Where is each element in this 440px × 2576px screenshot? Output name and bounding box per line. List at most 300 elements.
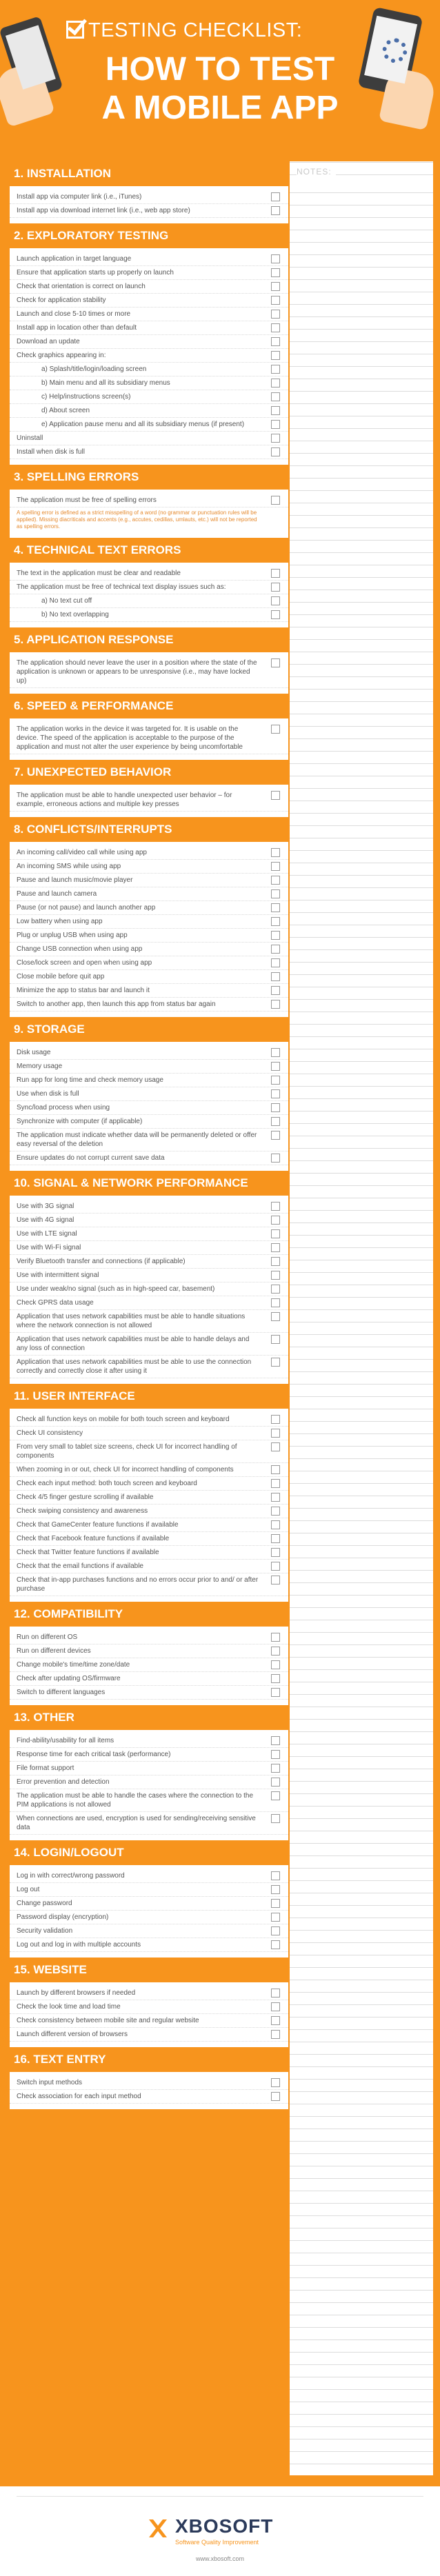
checklist-section	[8, 1171, 290, 1384]
checklist-item-text: Install app in location other than default	[17, 324, 137, 332]
checklist-item	[10, 1491, 288, 1505]
checkbox[interactable]	[271, 1736, 280, 1745]
checklist-item	[10, 594, 288, 608]
checklist-item	[10, 846, 288, 860]
checklist-item	[10, 567, 288, 581]
checklist-section	[8, 1705, 290, 1840]
checklist-item	[10, 984, 288, 998]
section-title: 11. USER INTERFACE	[8, 1384, 290, 1409]
checklist-item-text: Check GPRS data usage	[17, 1299, 94, 1307]
checklist-section	[8, 161, 290, 223]
header-subtitle: TESTING CHECKLIST:	[88, 19, 303, 41]
section-body	[8, 248, 290, 465]
checklist-item-text: b) No text overlapping	[41, 611, 109, 618]
checkbox[interactable]	[271, 2078, 280, 2087]
checklist-item	[10, 2000, 288, 2014]
section-title: 15. WEBSITE	[8, 1958, 290, 1982]
checkbox[interactable]	[271, 596, 280, 605]
section-note: A spelling error is defined as a strict misspelling of a word (no grammar or punctuation rules will be applied). Missing diacriticals and accents (e.g., accutes, cedillas, umlauts, etc.) will not be reported as spelling errors.	[17, 510, 257, 530]
checklist-item	[10, 1310, 288, 1333]
checklist-item-text: Application that uses network capabilities must be able to handle delays and any loss of connection	[17, 1336, 250, 1352]
checkbox[interactable]	[271, 583, 280, 592]
checkbox[interactable]	[271, 1576, 280, 1584]
checkbox[interactable]	[271, 496, 280, 505]
section-title: 12. COMPATIBILITY	[8, 1602, 290, 1627]
checklist-item-text: Check that the email functions if available	[17, 1562, 143, 1570]
checkbox[interactable]	[271, 1750, 280, 1759]
checkbox[interactable]	[271, 1778, 280, 1787]
checklist-item	[10, 1938, 288, 1952]
checklist-item	[10, 1546, 288, 1560]
checklist-item-text: Switch to different languages	[17, 1689, 106, 1696]
checklist-item	[10, 363, 288, 376]
checklist-item	[10, 860, 288, 874]
checklist-item-text: Close/lock screen and open when using app	[17, 959, 152, 967]
checklist-item	[10, 1560, 288, 1573]
header-title-line-1: HOW TO TEST	[105, 51, 335, 88]
section-title: 7. UNEXPECTED BEHAVIOR	[8, 760, 290, 785]
checklist-section	[8, 694, 290, 760]
footer-url[interactable]: www.xbosoft.com	[195, 2555, 245, 2562]
checklist-item	[10, 432, 288, 445]
section-body	[8, 652, 290, 694]
checkbox[interactable]	[271, 569, 280, 578]
checkbox[interactable]	[271, 1479, 280, 1488]
checkbox[interactable]	[271, 310, 280, 319]
checklist-item-text: Ensure that application starts up properly on launch	[17, 269, 174, 276]
checkbox[interactable]	[271, 1899, 280, 1908]
checkbox[interactable]	[271, 2092, 280, 2101]
checkbox[interactable]	[271, 420, 280, 429]
checklist-item	[10, 418, 288, 432]
checklist-item	[10, 376, 288, 390]
checklist-item-text: From very small to tablet size screens, check UI for incorrect handling of components	[17, 1443, 237, 1460]
checkbox[interactable]	[271, 889, 280, 898]
checklist-item-text: Check for application stability	[17, 296, 106, 304]
checklist-item	[10, 1241, 288, 1255]
checkbox[interactable]	[271, 1358, 280, 1367]
checklist-item-text: Check UI consistency	[17, 1429, 83, 1437]
checkbox[interactable]	[271, 351, 280, 360]
checklist-item	[10, 1046, 288, 1060]
checklist-item-text: Check association for each input method	[17, 2093, 141, 2100]
checklist-item	[10, 1296, 288, 1310]
checklist-item	[10, 915, 288, 929]
checklist-item-text: Ensure updates do not corrupt current save data	[17, 1154, 165, 1162]
checklist-item-text: Sync/load process when using	[17, 1104, 110, 1111]
checklist-item	[10, 887, 288, 901]
checklist-item-text: The text in the application must be clear and readable	[17, 570, 181, 577]
checklist-item-text: An incoming SMS while using app	[17, 863, 121, 870]
checkbox[interactable]	[271, 917, 280, 926]
checkbox[interactable]	[271, 1216, 280, 1225]
checkbox[interactable]	[271, 1548, 280, 1557]
checklist-item-text: Switch input methods	[17, 2079, 83, 2086]
checklist-item	[10, 1789, 288, 1812]
checklist-item	[10, 294, 288, 308]
checklist-item-text: Log in with correct/wrong password	[17, 1872, 125, 1880]
checkbox[interactable]	[271, 1507, 280, 1516]
checkbox[interactable]	[271, 323, 280, 332]
checklist-section	[8, 627, 290, 694]
checkbox[interactable]	[271, 296, 280, 305]
section-body	[8, 1982, 290, 2047]
checkbox[interactable]	[271, 1298, 280, 1307]
checkbox[interactable]	[271, 791, 280, 800]
checkbox[interactable]	[271, 1493, 280, 1502]
checkbox[interactable]	[271, 1154, 280, 1163]
checkbox[interactable]	[271, 931, 280, 940]
checkbox[interactable]	[271, 254, 280, 263]
checklist-item	[10, 608, 288, 622]
checklist-item-text: a) No text cut off	[41, 597, 92, 605]
checkbox[interactable]	[271, 1814, 280, 1823]
checkbox[interactable]	[271, 1285, 280, 1294]
checkbox[interactable]	[271, 1674, 280, 1683]
checklist-item	[10, 1986, 288, 2000]
checklist-item-text: Install app via download internet link (i.e., web app store)	[17, 207, 190, 214]
checklist-item-text: Check 4/5 finger gesture scrolling if available	[17, 1493, 154, 1501]
checklist-item-text: Memory usage	[17, 1063, 63, 1070]
checklist-item-text: File format support	[17, 1764, 74, 1772]
checklist-item	[10, 308, 288, 321]
xbosoft-logo-icon	[146, 2517, 170, 2540]
checkmark-box-icon	[66, 21, 84, 39]
checklist-item	[10, 1129, 288, 1151]
section-title: 8. CONFLICTS/INTERRUPTS	[8, 817, 290, 842]
checkbox[interactable]	[271, 434, 280, 443]
checklist-item	[10, 321, 288, 335]
checklist-item	[10, 929, 288, 943]
checklist-item	[10, 1672, 288, 1686]
checklist-item	[10, 349, 288, 363]
checkbox[interactable]	[271, 1764, 280, 1773]
checkbox[interactable]	[271, 1885, 280, 1894]
checkbox[interactable]	[271, 1229, 280, 1238]
notes-panel	[290, 161, 433, 2475]
section-title: 10. SIGNAL & NETWORK PERFORMANCE	[8, 1171, 290, 1196]
checklist-item-text: d) About screen	[41, 407, 90, 414]
checkbox[interactable]	[271, 192, 280, 201]
checklist-item	[10, 1573, 288, 1596]
checkbox[interactable]	[271, 1926, 280, 1935]
checklist-item	[10, 1151, 288, 1165]
checklist-item	[10, 1074, 288, 1087]
checklist-item	[10, 581, 288, 594]
section-body	[8, 186, 290, 223]
section-body	[8, 842, 290, 1017]
notes-label: NOTES:	[297, 167, 336, 177]
checklist-item	[10, 1356, 288, 1378]
checklist-item-text: a) Splash/title/login/loading screen	[41, 365, 147, 373]
footer-divider	[17, 2496, 423, 2497]
checklist-item-text: The application should never leave the user in a position where the state of the application is unknown or appears to be unresponsive (i.e., may have locked up)	[17, 659, 257, 685]
checkbox[interactable]	[271, 1660, 280, 1669]
checkbox[interactable]	[271, 2016, 280, 2025]
checkbox[interactable]	[271, 1271, 280, 1280]
checklist-item	[10, 1644, 288, 1658]
checkbox[interactable]	[271, 1048, 280, 1057]
checklist-section	[8, 223, 290, 465]
checkbox[interactable]	[271, 1647, 280, 1656]
checklist-item	[10, 656, 288, 688]
checklist-item	[10, 390, 288, 404]
checklist-item-text: Security validation	[17, 1927, 73, 1935]
checklist-item-text: Check all function keys on mobile for both touch screen and keyboard	[17, 1416, 230, 1423]
section-body	[8, 1627, 290, 1705]
checkbox[interactable]	[271, 1257, 280, 1266]
phone-in-hand-right-illustration	[358, 7, 423, 97]
checklist-item	[10, 1282, 288, 1296]
checkbox[interactable]	[271, 379, 280, 388]
checklist-section	[8, 1384, 290, 1602]
section-body	[8, 1865, 290, 1958]
checkbox[interactable]	[271, 1076, 280, 1085]
checklist-item	[10, 1087, 288, 1101]
checkbox[interactable]	[271, 1000, 280, 1009]
checklist-item	[10, 335, 288, 349]
checklist-item-text: Pause and launch camera	[17, 890, 97, 898]
checklist-item-text: An incoming call/video call while using app	[17, 849, 147, 856]
checkbox[interactable]	[271, 862, 280, 871]
checkbox[interactable]	[271, 986, 280, 995]
checklist-item	[10, 1532, 288, 1546]
checklist-section	[8, 1017, 290, 1171]
checkbox[interactable]	[271, 848, 280, 857]
checklist-item-text: Plug or unplug USB when using app	[17, 932, 128, 939]
section-title: 3. SPELLING ERRORS	[8, 465, 290, 490]
checklist-item	[10, 204, 288, 218]
checkbox[interactable]	[271, 392, 280, 401]
checkbox[interactable]	[271, 945, 280, 954]
checklist-item	[10, 1762, 288, 1775]
checklist-item	[10, 1060, 288, 1074]
checkbox[interactable]	[271, 1520, 280, 1529]
checklist-item-text: Check that orientation is correct on launch	[17, 283, 146, 290]
checkbox[interactable]	[271, 2002, 280, 2011]
checkbox[interactable]	[271, 1534, 280, 1543]
checklist-item-text: Change mobile's time/time zone/date	[17, 1661, 130, 1669]
checklist-item	[10, 190, 288, 204]
checklist-content	[0, 153, 440, 2555]
checkbox[interactable]	[271, 2030, 280, 2039]
checklist-item	[10, 1631, 288, 1644]
checkbox[interactable]	[271, 725, 280, 734]
section-body	[8, 1196, 290, 1384]
checklist-section	[8, 465, 290, 538]
checkbox[interactable]	[271, 1791, 280, 1800]
gear-icon	[380, 36, 410, 66]
checklist-item	[10, 252, 288, 266]
checklist-section	[8, 817, 290, 1017]
checklist-item-text: Run on different OS	[17, 1633, 78, 1641]
checklist-item	[10, 1333, 288, 1356]
checklist-item-text: Disk usage	[17, 1049, 51, 1056]
checklist-item	[10, 1812, 288, 1835]
checklist-item-text: Uninstall	[17, 434, 43, 442]
checkbox[interactable]	[271, 406, 280, 415]
checklist-item-text: Find-ability/usability for all items	[17, 1737, 114, 1744]
checklist-item	[10, 943, 288, 956]
checklist-section	[8, 538, 290, 627]
checklist-item	[10, 998, 288, 1012]
checklist-item	[10, 901, 288, 915]
checkbox[interactable]	[271, 1103, 280, 1112]
checkbox[interactable]	[271, 365, 280, 374]
checklist-item	[10, 494, 288, 507]
checklist-item	[10, 1775, 288, 1789]
checklist-item	[10, 1227, 288, 1241]
checklist-item-text: When connections are used, encryption is used for sending/receiving sensitive data	[17, 1815, 256, 1831]
section-title: 16. TEXT ENTRY	[8, 2047, 290, 2072]
checklist-item	[10, 970, 288, 984]
checklist-item	[10, 266, 288, 280]
checklist-item	[10, 1477, 288, 1491]
checklist-item	[10, 1463, 288, 1477]
section-body	[8, 1042, 290, 1171]
checklist-section	[8, 1958, 290, 2047]
section-title: 13. OTHER	[8, 1705, 290, 1730]
section-body	[8, 1409, 290, 1602]
section-title: 2. EXPLORATORY TESTING	[8, 223, 290, 248]
checklist-item	[10, 1658, 288, 1672]
checkbox[interactable]	[271, 1442, 280, 1451]
checkbox[interactable]	[271, 972, 280, 981]
checklist-item-text: Launch by different browsers if needed	[17, 1989, 136, 1997]
checkbox[interactable]	[271, 876, 280, 885]
checklist-item-text: Close mobile before quit app	[17, 973, 105, 980]
checklist-item-text: b) Main menu and all its subsidiary menus	[41, 379, 170, 387]
checklist-item-text: Application that uses network capabilities must be able to use the connection correctly and correctly close it after using it	[17, 1358, 252, 1375]
checkbox[interactable]	[271, 1335, 280, 1344]
checklist-item-text: Use when disk is full	[17, 1090, 79, 1098]
section-title: 1. INSTALLATION	[8, 161, 290, 186]
checklist-item	[10, 789, 288, 812]
checklist-item-text: The application must be free of technical text display issues such as:	[17, 583, 226, 591]
checkbox[interactable]	[271, 1415, 280, 1424]
checkbox[interactable]	[271, 1465, 280, 1474]
checkbox[interactable]	[271, 1312, 280, 1321]
checkbox[interactable]	[271, 658, 280, 667]
checkbox[interactable]	[271, 1688, 280, 1697]
checkbox[interactable]	[271, 206, 280, 215]
checklist-item-text: The application must be able to handle unexpected user behavior – for example, erroneous actions and multiple key presses	[17, 792, 232, 808]
checklist-column	[8, 161, 290, 2109]
checklist-item-text: Check that Facebook feature functions if available	[17, 1535, 170, 1542]
checklist-item-text: Pause and launch music/movie player	[17, 876, 133, 884]
section-body	[8, 563, 290, 627]
checklist-section	[8, 1840, 290, 1958]
checkbox[interactable]	[271, 1429, 280, 1438]
checkbox[interactable]	[271, 1062, 280, 1071]
checklist-item-text: Check after updating OS/firmware	[17, 1675, 121, 1682]
checkbox[interactable]	[271, 268, 280, 277]
checklist-item-text: Response time for each critical task (performance)	[17, 1751, 171, 1758]
checklist-item-text: Log out	[17, 1886, 40, 1893]
section-body	[8, 718, 290, 760]
checkbox[interactable]	[271, 903, 280, 912]
header	[0, 0, 440, 153]
checklist-item	[10, 2028, 288, 2042]
checklist-item-text: Use with Wi-Fi signal	[17, 1244, 81, 1251]
checklist-item	[10, 404, 288, 418]
section-body	[8, 785, 290, 817]
checklist-item	[10, 1101, 288, 1115]
checklist-item	[10, 1440, 288, 1463]
checkbox[interactable]	[271, 1202, 280, 1211]
checkbox[interactable]	[271, 1117, 280, 1126]
checkbox[interactable]	[271, 337, 280, 346]
checklist-item	[10, 1883, 288, 1897]
checklist-item-text: Use under weak/no signal (such as in high-speed car, basement)	[17, 1285, 215, 1293]
checkbox[interactable]	[271, 1089, 280, 1098]
checklist-item-text: c) Help/instructions screen(s)	[41, 393, 131, 401]
checklist-item-text: Error prevention and detection	[17, 1778, 110, 1786]
checklist-item-text: Launch and close 5-10 times or more	[17, 310, 131, 318]
checkbox[interactable]	[271, 1913, 280, 1922]
checklist-item-text: Check graphics appearing in:	[17, 352, 106, 359]
checklist-item-text: Switch to another app, then launch this app from status bar again	[17, 1000, 216, 1008]
checklist-item-text: Check the look time and load time	[17, 2003, 121, 2011]
checklist-item-text: Download an update	[17, 338, 80, 345]
section-title: 14. LOGIN/LOGOUT	[8, 1840, 290, 1865]
checklist-item-text: Use with LTE signal	[17, 1230, 77, 1238]
checklist-item	[10, 1413, 288, 1427]
checklist-item	[10, 1924, 288, 1938]
checklist-item-text: Verify Bluetooth transfer and connections (if applicable)	[17, 1258, 186, 1265]
checkbox[interactable]	[271, 958, 280, 967]
checkbox[interactable]	[271, 1131, 280, 1140]
checklist-item	[10, 1115, 288, 1129]
checklist-item-text: Check swiping consistency and awareness	[17, 1507, 148, 1515]
checkbox[interactable]	[271, 1871, 280, 1880]
checklist-item-text: Password display (encryption)	[17, 1913, 109, 1921]
footer-brand: XBOSOFT	[175, 2515, 274, 2537]
checkbox[interactable]	[271, 610, 280, 619]
checklist-item	[10, 956, 288, 970]
checkbox[interactable]	[271, 1243, 280, 1252]
checklist-item	[10, 280, 288, 294]
checklist-item	[10, 445, 288, 459]
checklist-item	[10, 2076, 288, 2090]
checklist-item-text: The application works in the device it was targeted for. It is usable on the device. The speed of the application is acceptable to the purpose of the application and must not alter the user experience by being uncomfortable	[17, 725, 243, 751]
checklist-item	[10, 1748, 288, 1762]
checklist-item	[10, 1869, 288, 1883]
checkbox[interactable]	[271, 1633, 280, 1642]
checklist-item-text: Check that GameCenter feature functions if available	[17, 1521, 179, 1529]
checklist-item	[10, 1518, 288, 1532]
checklist-item-text: The application must be free of spelling errors	[17, 496, 157, 504]
checklist-item-text: When zooming in or out, check UI for incorrect handling of components	[17, 1466, 234, 1473]
checklist-item-text: Run app for long time and check memory usage	[17, 1076, 163, 1084]
checkbox[interactable]	[271, 1940, 280, 1949]
checklist-item-text: Install when disk is full	[17, 448, 85, 456]
checkbox[interactable]	[271, 1562, 280, 1571]
checklist-item-text: Check that in-app purchases functions and no errors occur prior to and/ or after purchase	[17, 1576, 259, 1593]
checklist-item-text: Run on different devices	[17, 1647, 91, 1655]
checklist-item-text: Change password	[17, 1900, 72, 1907]
checklist-item	[10, 1427, 288, 1440]
checklist-item-text: Log out and log in with multiple accounts	[17, 1941, 141, 1949]
checkbox[interactable]	[271, 447, 280, 456]
header-title-line-2: A MOBILE APP	[101, 90, 339, 126]
checklist-section	[8, 1602, 290, 1705]
section-body	[8, 490, 290, 538]
checkbox[interactable]	[271, 282, 280, 291]
checkbox[interactable]	[271, 1989, 280, 1998]
checklist-item	[10, 1214, 288, 1227]
checklist-item-text: e) Application pause menu and all its subsidiary menus (if present)	[41, 421, 245, 428]
